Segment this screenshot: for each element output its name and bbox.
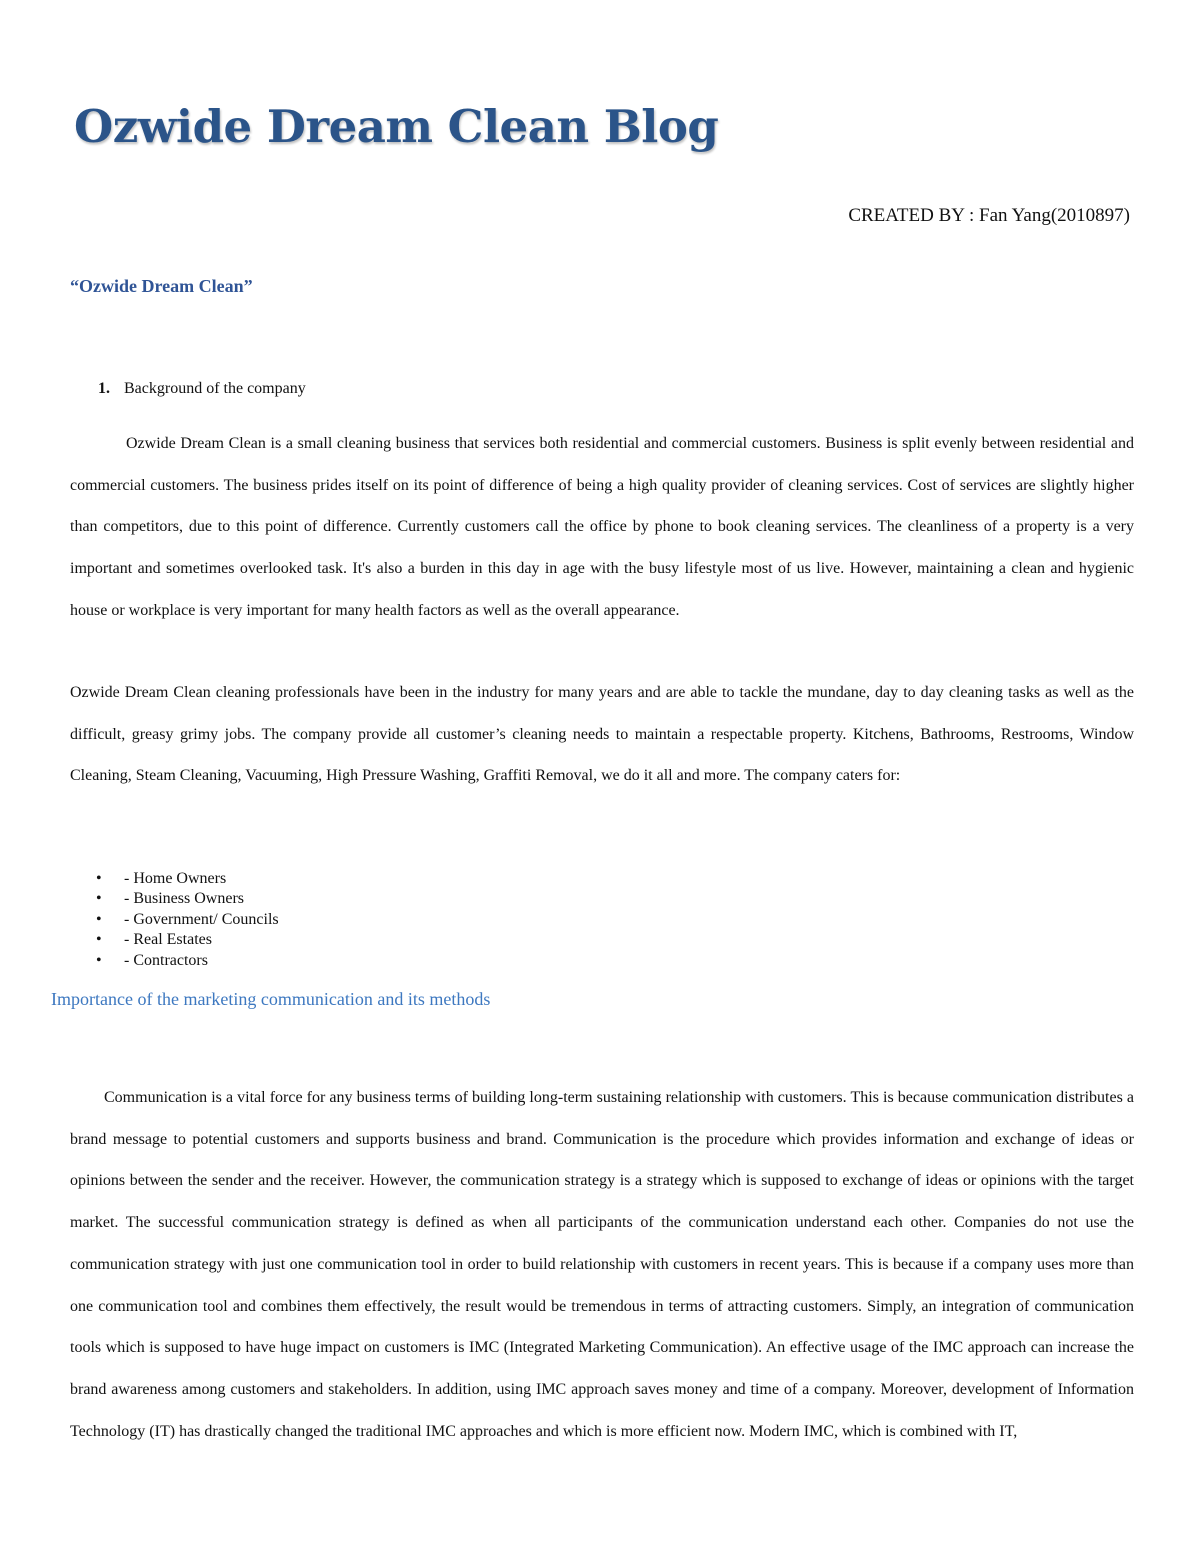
marketing-paragraph-1: Communication is a vital force for any business terms of building long-term sustaining relationship with customers. This is because communication distributes a brand message to potential customers and supports business and brand. Communication is the procedure which provides information and exchange of ideas or opinions between the sender and the receiver. However, the communication strategy is a strategy which is supposed to exchange of ideas or opinions with the target market. The successful communication strategy is defined as when all participants of the communication understand each other. Companies do not use the communication strategy with just one communication tool in order to build relationship with customers in recent years. This is because if a company uses more than one communication tool and combines them effectively, the result would be tremendous in terms of attracting customers. Simply, an integration of communication tools which is supposed to have huge impact on customers is IMC (Integrated Marketing Communication). An effective usage of the IMC approach can increase the brand awareness among customers and stakeholders. In addition, using IMC approach saves money and time of a company. Moreover, development of Information Technology (IT) has drastically changed the traditional IMC approaches and which is more efficient now. Modern IMC, which is combined with IT, xyxy=(70,1089,1134,1440)
section-heading-text: Background of the company xyxy=(124,380,306,397)
bullet-icon: • xyxy=(96,931,102,949)
document-title: Ozwide Dream Clean Blog xyxy=(74,100,719,153)
bullet-icon: • xyxy=(96,890,102,908)
list-item: • - Government/ Councils xyxy=(96,910,279,930)
bullet-icon: • xyxy=(96,951,102,969)
author-line: CREATED BY : Fan Yang(2010897) xyxy=(848,205,1130,226)
bullet-icon: • xyxy=(96,870,102,887)
customer-type-list xyxy=(96,869,279,971)
section-heading-marketing: Importance of the marketing communication and its methods xyxy=(51,989,491,1009)
list-item: • - Home Owners xyxy=(96,869,279,889)
background-paragraph-2: Ozwide Dream Clean cleaning professionals have been in the industry for many years and are able to tackle the mundane, day to day cleaning tasks as well as the difficult, greasy grimy jobs. The company provide all customer’s cleaning needs to maintain a respectable property. Kitchens, Bathrooms, Restrooms, Window Cleaning, Steam Cleaning, Vacuuming, High Pressure Washing, Graffiti Removal, we do it all and more. The company caters for: xyxy=(70,684,1134,785)
list-item: • - Real Estates xyxy=(96,930,279,950)
list-item: • - Business Owners xyxy=(96,889,279,909)
section-number: 1. xyxy=(98,380,110,397)
company-subtitle: “Ozwide Dream Clean” xyxy=(70,276,253,296)
list-item: • - Contractors xyxy=(96,951,279,971)
background-paragraph-1: Ozwide Dream Clean is a small cleaning business that services both residential and commercial customers. Business is split evenly between residential and commercial customers. The business prides itself on its point of difference of being a high quality provider of cleaning services. Cost of services are slightly higher than competitors, due to this point of difference. Currently customers call the office by phone to book cleaning services. The cleanliness of a property is a very important and sometimes overlooked task. It's also a burden in this day in age with the busy lifestyle most of us live. However, maintaining a clean and hygienic house or workplace is very important for many health factors as well as the overall appearance. xyxy=(70,435,1134,619)
section-heading-background xyxy=(98,380,306,398)
bullet-icon: • xyxy=(96,910,102,928)
